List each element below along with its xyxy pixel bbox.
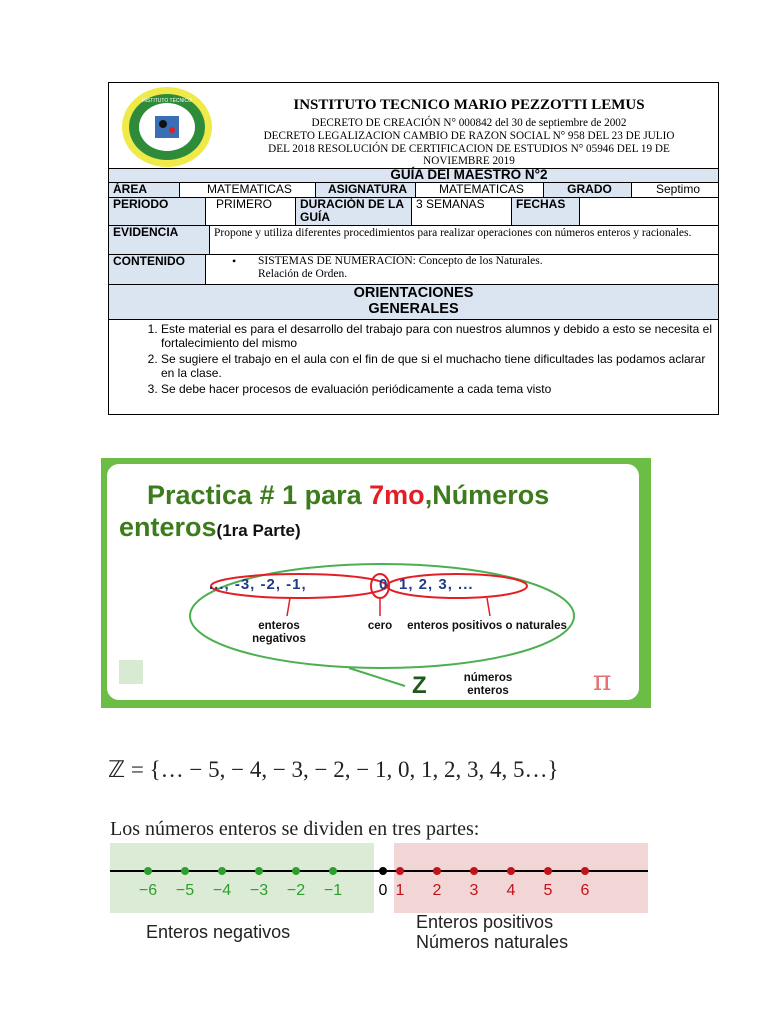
caption-positive: Enteros positivos <box>416 912 554 932</box>
grade-value: Septimo <box>631 183 720 197</box>
practice-subtitle: (1ra Parte) <box>216 521 301 540</box>
number-line <box>100 843 660 913</box>
negative-tick-label: −2 <box>286 882 306 899</box>
subject-value: MATEMATICAS <box>415 183 543 197</box>
content-row <box>109 254 718 284</box>
z-label: números enteros <box>463 672 513 697</box>
negative-tick-label: −6 <box>138 882 158 899</box>
teacher-guide-table <box>108 82 719 415</box>
period-value: PRIMERO <box>205 198 295 225</box>
arrow-z <box>349 668 405 686</box>
subject-label: ASIGNATURA <box>315 183 415 197</box>
bullet-icon: • <box>232 255 237 268</box>
decree-line-2: DECRETO LEGALIZACION CAMBIO DE RAZON SOCIAL N° 958 DEL 23 DE JULIO <box>263 130 675 142</box>
duration-value: 3 SEMANAS <box>411 198 511 225</box>
label-positive: enteros positivos o naturales <box>407 620 567 632</box>
negative-tick-label: −5 <box>175 882 195 899</box>
decree-line-1: DECRETO DE CREACIÓN N° 000842 del 30 de septiembre de 2002 <box>311 117 627 129</box>
label-zero: cero <box>367 620 393 632</box>
orientation-item: 3. Se debe hacer procesos de evaluación periódicamente a cada tema visto <box>161 382 718 396</box>
positive-tick-point <box>433 867 441 875</box>
content-value: SISTEMAS DE NUMERACIÓN: Concepto de los Naturales. Relación de Orden. <box>258 255 543 280</box>
positive-tick-label: 4 <box>506 882 516 899</box>
caption-negative: Enteros negativos <box>146 922 291 942</box>
z-symbol: Z <box>412 672 427 699</box>
orientations-title-1: ORIENTACIONES <box>353 285 474 301</box>
arrow-positive <box>487 598 490 616</box>
guide-title-row <box>109 168 718 182</box>
institution-name: INSTITUTO TECNICO MARIO PEZZOTTI LEMUS <box>293 97 645 113</box>
decree-line-3: DEL 2018 RESOLUCIÓN DE CERTIFICACION DE ESTUDIOS N° 05946 DEL 19 DE <box>268 143 670 155</box>
period-row <box>109 197 718 225</box>
negative-tick-point <box>255 867 263 875</box>
evidence-value: Propone y utiliza diferentes procedimientos para realizar operaciones con números enteros y racionales. <box>209 226 720 254</box>
grade-label: GRADO <box>543 183 631 197</box>
positive-tick-point <box>544 867 552 875</box>
duration-label: DURACIÓN DE LA GUÍA <box>295 198 411 225</box>
practice-title-line2: enteros(1ra Parte) <box>119 512 301 542</box>
logo-icon <box>119 660 143 684</box>
positive-tick-label: 1 <box>395 882 405 899</box>
negative-tick-point <box>329 867 337 875</box>
orientations-list <box>109 322 718 396</box>
orientations-title-2: GENERALES <box>368 301 459 317</box>
orientation-item: 2. Se sugiere el trabajo en el aula con el fin de que si el muchacho tiene dificultades las podamos aclarar en la clase. <box>161 352 718 380</box>
logo-text: INSTITUTO TÉCNICO <box>141 98 193 104</box>
positive-tick-point <box>470 867 478 875</box>
sequence-zero: 0 <box>379 576 388 593</box>
practice-image <box>101 458 651 708</box>
pi-icon: π <box>593 664 612 697</box>
negative-tick-point <box>218 867 226 875</box>
negative-tick-label: −4 <box>212 882 232 899</box>
caption-natural: Números naturales <box>416 932 569 952</box>
decree-line-4: NOVIEMBRE 2019 <box>423 155 515 167</box>
evidence-row <box>109 225 718 254</box>
sequence-negative: ..., -3, -2, -1, <box>209 576 307 593</box>
negative-tick-point <box>144 867 152 875</box>
positive-tick-point <box>507 867 515 875</box>
practice-card <box>107 464 639 700</box>
positive-tick-label: 2 <box>432 882 442 899</box>
label-negative: enteros negativos <box>252 620 306 645</box>
period-label: PERIODO <box>109 198 205 225</box>
negative-tick-label: −1 <box>323 882 343 899</box>
dates-label: FECHAS <box>511 198 579 225</box>
negative-tick-point <box>181 867 189 875</box>
content-cell <box>205 255 720 284</box>
area-label: ÁREA <box>109 183 179 197</box>
zero-tick-point <box>379 867 387 875</box>
practice-diagram <box>107 464 639 700</box>
number-line-title: Los números enteros se dividen en tres partes: <box>110 818 480 840</box>
practice-title-line1: Practica # 1 para 7mo,Números <box>147 480 550 510</box>
negative-tick-label: −3 <box>249 882 269 899</box>
positive-tick-label: 5 <box>543 882 553 899</box>
guide-title: GUÍA DEl MAESTRO N°2 <box>390 167 548 182</box>
arrow-negative <box>287 598 290 616</box>
positive-tick-point <box>581 867 589 875</box>
sequence-positive: 1, 2, 3, ... <box>399 576 474 593</box>
negative-tick-point <box>292 867 300 875</box>
integer-set-definition: ℤ = {… − 5, − 4, − 3, − 2, − 1, 0, 1, 2, 3, 4, 5…} <box>108 757 559 782</box>
orientation-item: 1. Este material es para el desarrollo del trabajo para con nuestros alumnos y debido a esto se necesita el fortalecimiento del mismo <box>161 322 718 350</box>
practice-grade: 7mo <box>369 480 425 510</box>
area-value: MATEMATICAS <box>179 183 315 197</box>
content-label: CONTENIDO <box>109 255 205 284</box>
positive-tick-point <box>396 867 404 875</box>
orientations-title-row <box>109 284 718 319</box>
positive-tick-label: 6 <box>580 882 590 899</box>
positive-tick-label: 3 <box>469 882 479 899</box>
school-logo <box>121 86 213 168</box>
zero-tick-label: 0 <box>378 882 388 899</box>
dates-value <box>579 198 720 225</box>
area-row <box>109 182 718 197</box>
orientations-body <box>109 319 718 415</box>
evidence-label: EVIDENCIA <box>109 226 209 254</box>
